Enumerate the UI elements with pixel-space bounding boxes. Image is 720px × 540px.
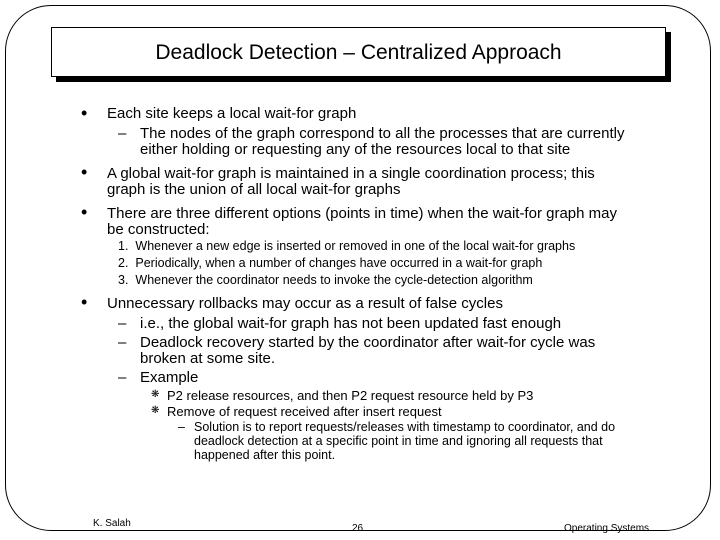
sub-text-line: The nodes of the graph correspond to all the processes that are currently [140,125,625,142]
dash-marker: – [118,125,127,142]
sub-text-line: either holding or requesting any of the resources local to that site [140,141,571,158]
bullet-4 [107,296,503,312]
bullet-marker: • [81,202,88,222]
bullet-marker: • [81,103,88,123]
example-item-text: Remove of request received after insert request [167,404,442,419]
sub-text-line: i.e., the global wait-for graph has not been updated fast enough [140,315,562,332]
footer-author: K. Salah [93,518,131,529]
bullet-2-text-line: A global wait-for graph is maintained in a single coordination process; this [107,165,595,182]
sub-text-line: Deadlock recovery started by the coordinator after wait-for cycle was [140,334,596,351]
bullet-1-sub-1 [140,126,624,158]
bullet-4-sub-3 [140,370,198,386]
bullet-3 [107,206,617,238]
numbered-item [118,238,575,255]
numbered-item [118,255,575,272]
bullet-3-text-line: There are three different options (points in time) when the wait-for graph may [107,205,617,222]
solution-note [194,420,615,462]
item-text: Whenever a new edge is inserted or removed in one of the local wait-for graphs [135,239,576,253]
bullet-4-sub-2 [140,335,595,367]
bullet-4-text: Unnecessary rollbacks may occur as a result of false cycles [107,295,503,312]
solution-line: happened after this point. [194,448,336,462]
bullet-marker: • [81,162,88,182]
square-bullet-icon: ❋ [151,405,160,416]
slide-title: Deadlock Detection – Centralized Approach [155,40,562,64]
dash-marker: – [118,369,127,386]
item-number: 2. [118,256,129,270]
example-item-2 [167,404,442,419]
bullet-1 [107,106,356,122]
bullet-2-text-line: graph is the union of all local wait-for graphs [107,181,401,198]
bullet-4-sub-1 [140,316,561,332]
solution-line: deadlock detection at a specific point in time and ignoring all requests that [194,434,603,448]
solution-line: Solution is to report requests/releases with timestamp to coordinator, and do [194,420,616,434]
footer-course: Operating Systems [564,523,650,534]
numbered-list [118,238,575,289]
example-item-text: P2 release resources, and then P2 request resource held by P3 [167,388,534,403]
item-number: 3. [118,273,129,287]
bullet-2 [107,166,595,198]
numbered-item [118,272,575,289]
sub-text-line: broken at some site. [140,350,276,367]
dash-marker: – [118,334,127,351]
item-text: Whenever the coordinator needs to invoke the cycle-detection algorithm [135,273,533,287]
footer-page-number: 26 [352,523,364,534]
bullet-3-text-line: be constructed: [107,221,210,238]
dash-marker: – [178,420,185,434]
title-box [51,27,666,77]
example-item-1 [167,388,533,403]
bullet-1-text: Each site keeps a local wait-for graph [107,105,357,122]
item-number: 1. [118,239,129,253]
bullet-marker: • [81,292,88,312]
sub-text-line: Example [140,369,199,386]
square-bullet-icon: ❋ [151,389,160,400]
dash-marker: – [118,315,127,332]
item-text: Periodically, when a number of changes have occurred in a wait-for graph [135,256,543,270]
